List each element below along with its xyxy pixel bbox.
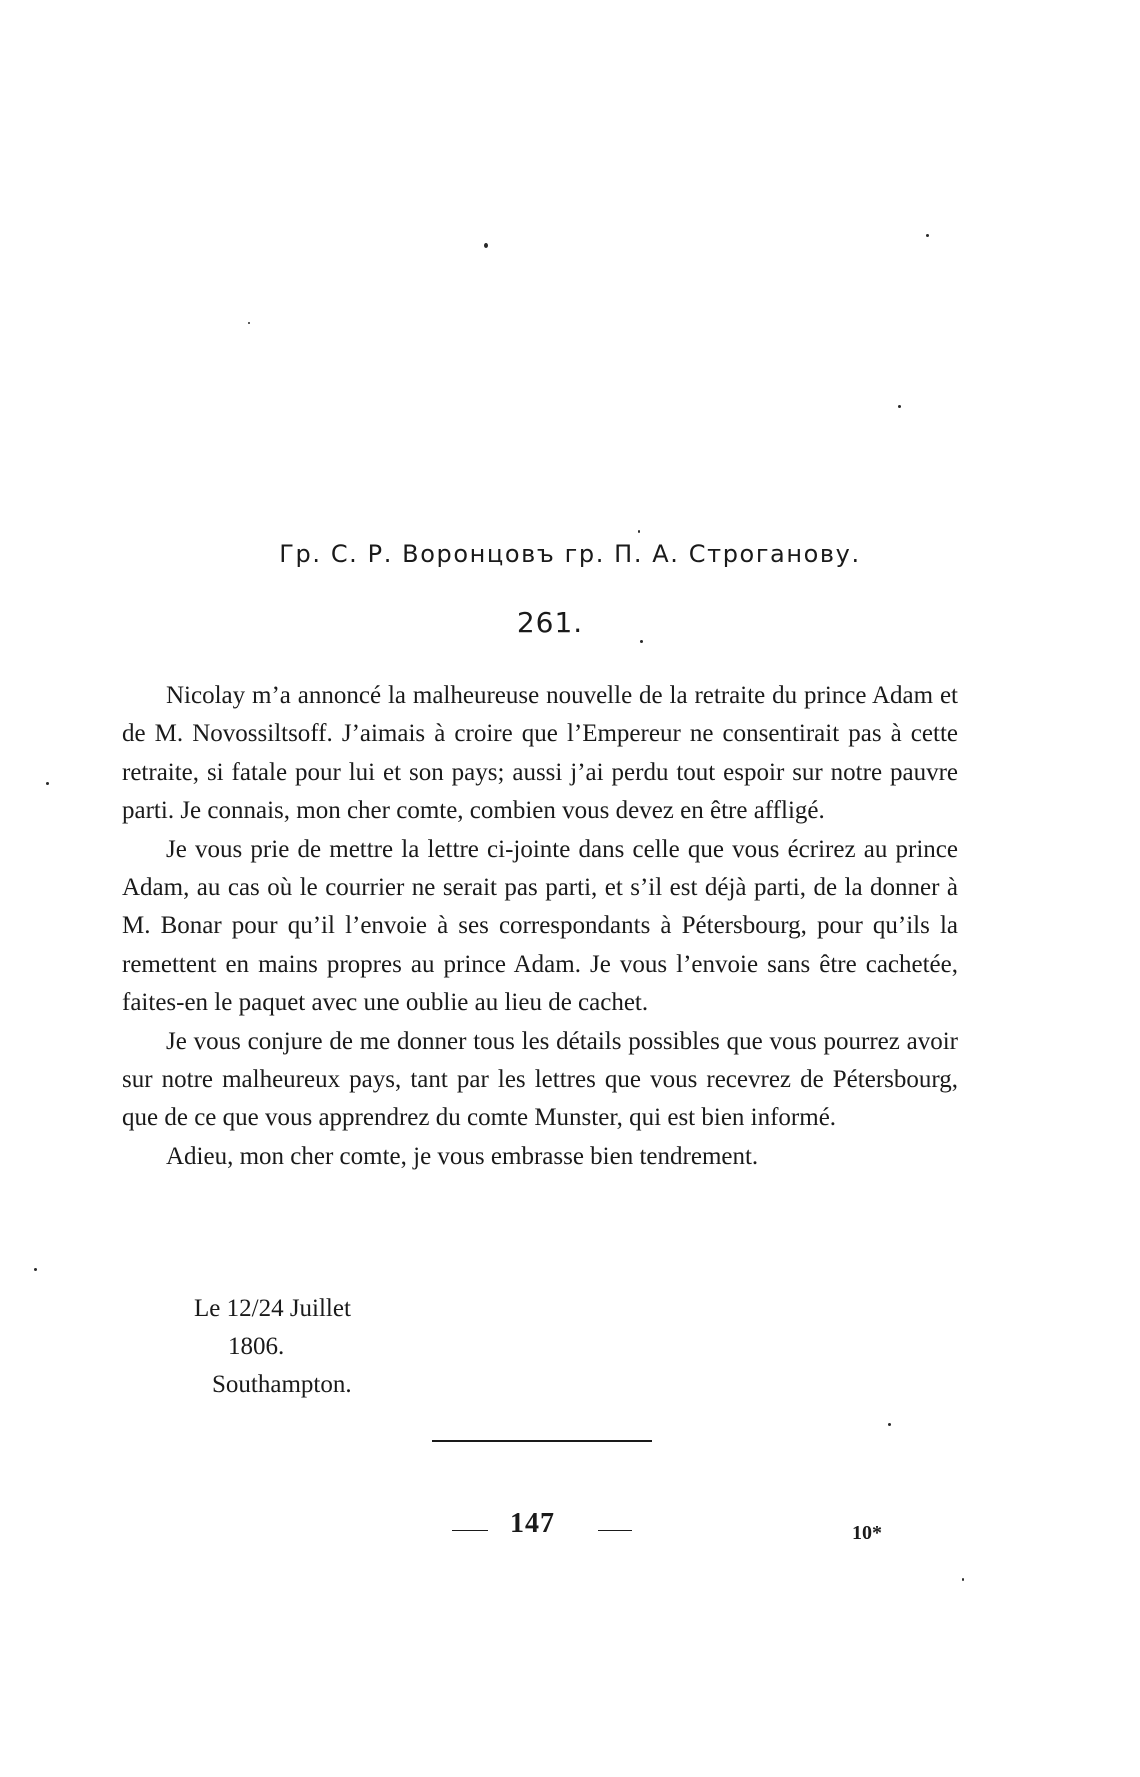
folio-dash [598, 1530, 632, 1531]
scan-speck [888, 1423, 891, 1426]
place-line: Southampton. [212, 1371, 352, 1398]
letter-number: 261. [516, 606, 584, 639]
scan-speck [640, 640, 643, 643]
date-line: Le 12/24 Juillet [194, 1295, 351, 1322]
letter-heading: Гр. С. Р. Воронцовъ гр. П. А. Строганову. [279, 540, 861, 568]
section-rule [432, 1440, 652, 1442]
scan-speck [484, 243, 488, 248]
year-line: 1806. [228, 1333, 285, 1360]
scan-speck [34, 1268, 37, 1271]
letter-body [122, 677, 958, 1176]
paragraph: Je vous prie de mettre la lettre ci-jointe dans celle que vous écrirez au prince Adam, au cas où le courrier ne serait pas parti, et s’il est déjà parti, de la donner à M. Bonar pour qu’il l’envoie à ses correspondants à Pétersbourg, pour qu’ils la remettent en mains propres au prince Adam. Je vous l’envoie sans être cachetée, faites-en le paquet avec une oublie au lieu de cachet. [122, 835, 958, 1017]
folio-dash [452, 1530, 488, 1531]
scan-speck [638, 530, 640, 533]
page-footer [0, 1508, 1140, 1548]
scan-speck [926, 234, 929, 237]
scan-speck [898, 405, 901, 408]
scan-speck [248, 322, 250, 324]
page-number: 147 [510, 1508, 555, 1539]
closing-line: Adieu, mon cher comte, je vous embrasse bien tendrement. [166, 1142, 759, 1170]
scan-speck [46, 782, 49, 785]
paragraph: Nicolay m’a annoncé la malheureuse nouvelle de la retraite du prince Adam et de M. Novossiltsoff. J’aimais à croire que l’Empereur ne consentirait pas à cette retraite, si fatale pour lui et son pays; aussi j’ai perdu tout espoir sur notre pauvre parti. Je connais, mon cher comte, combien vous devez en être affligé. [122, 682, 958, 825]
printer-signature-mark: 10* [852, 1522, 882, 1544]
paragraph: Je vous conjure de me donner tous les détails possibles que vous pourrez avoir sur notre malheureux pays, tant par les lettres que vous recevrez de Pétersbourg, que de ce que vous apprendrez du comte Munster, qui est bien informé. [122, 1027, 958, 1132]
scan-speck [962, 1578, 964, 1581]
